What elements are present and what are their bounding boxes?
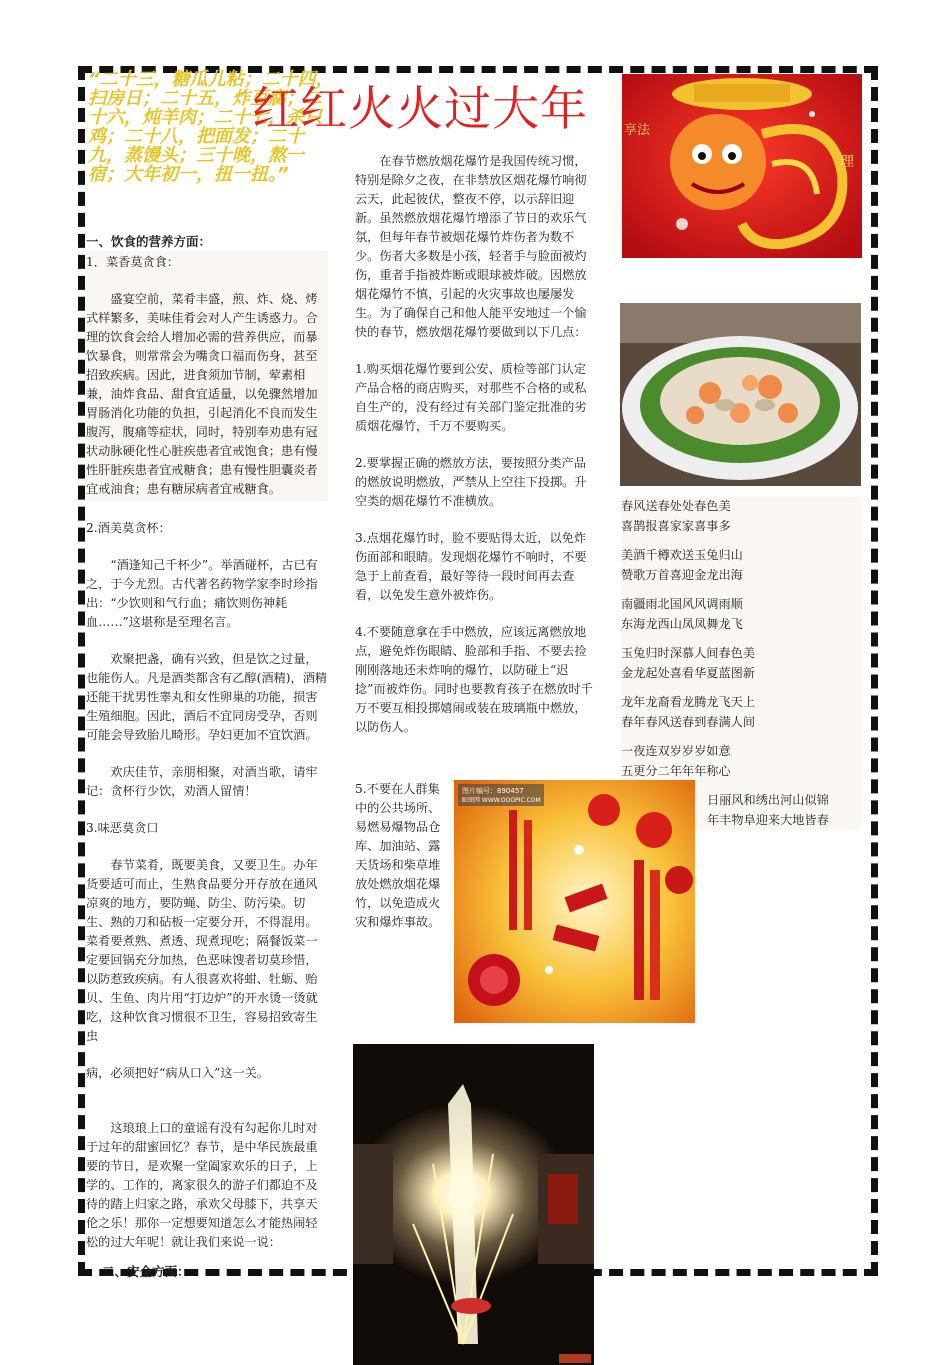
folk-rhyme: “二十三，糖瓜儿粘；二十四，扫房日；二十五，炸豆腐；二十六，炖羊肉；二十七，杀只鸡；二十八，把面发；二十九，蒸馒头；三十晚，熬一宿；大年初一，扭一扭。” [88,69,334,185]
night-fireworks-image [353,1044,594,1365]
safety-item-4: 4.不要随意拿在手中燃放，应该远离燃放地点，避免炸伤眼睛、脸部和手指、不要去捡刚刚落地还未炸响的爆竹，以防碰上“迟捻”而被炸伤。同时也要教育孩子在燃放时千万不要互相投掷嬉闹或装在玻璃瓶中燃放，以防伤人。 [355,625,593,734]
couplet: 玉兔归时深慕人间春色美 金龙起处喜看华夏蓝图新 [621,646,756,680]
couplet: 美酒千樽欢送玉兔归山 赞歌万首喜迎金龙出海 [621,548,743,582]
safety-intro: 在春节燃放烟花爆竹是我国传统习惯，特别是除夕之夜，在非禁放区烟花爆竹响彻云天，此起彼伏，整夜不停，以示辞旧迎新。虽然燃放烟花爆竹增添了节日的欢乐气氛，但每年春节被烟花爆竹炸伤者为数不少。伤者大多数是小孩，轻者手与脸面被灼伤，重者手指被炸断或眼球被炸破。因燃放烟花爆竹不慎，引起的火灾事故也屡屡发生。为了确保自己和他人能平安地过一个愉快的春节，燃放烟花爆竹要做到以下几点： [355,154,587,339]
couplet: 南疆雨北国风风调雨顺 东海龙西山凤凤舞龙飞 [621,597,743,631]
firecrackers-image [454,780,695,1023]
sub1-title: 1．菜香莫贪食： [86,255,180,269]
sub2-text3: 欢庆佳节，亲朋相聚，对酒当歌，请牢记：贪杯行少饮，劝酒人留情！ [86,765,318,798]
sub1-text: 盛宴空前，菜肴丰盛，煎、炸、烧、烤式样繁多，美味佳肴会对人产生诱惑力。合理的饮食会给人增加必需的营养供应，而暴饮暴食，则常常会为嘴贪口福而伤身，甚至招致疾病。因此，进食须加节制，荤素相兼，油炸食品、甜食宜适量，以免骤然增加胃肠消化功能的负担，引起消化不良而发生腹泻，腹痛等症状，同时，特别奉劝患有冠状动脉硬化性心脏疾患者宜戒饱食；患有慢性肝脏疾患者宜戒糖食；患有慢性胆囊炎者宜戒油食；患有糖尿病者宜戒糖食。 [86,292,318,496]
sub2-text2: 欢聚把盏，确有兴致，但是饮之过量，也能伤人。凡是酒类都含有乙醇(酒精)，酒精还能干扰男性睾丸和女性卵巢的功能，损害生殖细胞。因此，酒后不宜同房受孕，否则可能会导致胎儿畸形。孕妇更加不宜饮酒。 [86,652,328,742]
diet-text-box [86,251,328,501]
couplet: 一夜连双岁岁岁如意 五更分二年年年称心 [621,744,731,778]
safety-column [355,152,595,737]
god-label-2: 享法 [624,123,651,138]
watermark-line-1: 图片编号：890457 [462,787,524,795]
sub2-title: 2.酒美莫贪杯： [86,521,171,535]
safety-item-1: 1.购买烟花爆竹要到公安、质检等部门认定产品合格的商店购买，对那些不合格的或私自生产的，没有经过有关部门鉴定批准的劣质烟花爆竹，千万不要购买。 [355,362,587,433]
god-label: 理 [840,154,854,170]
section2-heading: 二、安全方面： [102,1264,190,1279]
sub3-text-end: 病，必须把好“病从口入”这一关。 [86,1066,270,1080]
safety-item-5: 5.不要在人群集中的公共场所、易燃易爆物品仓库、加油站、露天货场和柴草堆放处燃放烟花爆竹，以免造成火灾和爆炸事故。 [355,782,441,929]
couplet: 春风送春处处春色美 喜鹊报喜家家喜事多 [621,499,731,533]
sub3-text: 春节菜肴，既要美食，又要卫生。办年货要适可而止，生熟食品要分开存放在通风凉爽的地方，要防蝇、防尘、防污染。切生、熟的刀和砧板一定要分开，不得混用。菜肴要煮熟、煮透、现煮现吃；隔餐饭菜一定要回锅充分加热，色恶味馊者切莫珍惜，以防惹致疾病。有人很喜欢将蚶、牡蛎、贻贝、生鱼、肉片用“打边炉”的开水烫一烫就吃，这种饮食习惯很不卫生，容易招致寄生虫 [86,858,318,1043]
seafood-dish-image [620,303,861,486]
intro-text: 这琅琅上口的童谣有没有勾起你儿时对于过年的甜蜜回忆？春节，是中华民族最重要的节日，是欢聚一堂阖家欢乐的日子，上学的、工作的，离家很久的游子们都迫不及待的踏上归家之路，承欢父母膝下，共享天伦之乐！那你一定想要知道怎么才能热闹轻松的过大年呢！就让我们来说一说： [86,1121,318,1249]
safety-item-3: 3.点烟花爆竹时，脸不要贴得太近，以免炸伤面部和眼睛。发现烟花爆竹不响时，不要急于上前查看，最好等待一段时间再去查看，以免发生意外被炸伤。 [355,531,587,602]
sub2-text1: “酒逢知己千杯少”。举酒碰杯，古已有之，于今尤烈。古代著名药物学家李时珍指出：“少饮则和气行血；痛饮则伤神耗血……”这堪称是至理名言。 [86,558,318,629]
watermark-line-2: 昵图网 WWW.OOOPIC.COM [462,797,541,804]
god-of-wealth-image [622,74,862,258]
diet-column [86,232,328,1252]
couplet: 龙年龙裔看龙腾龙飞天上 春年春风送春到春满人间 [621,695,756,729]
safety-item-2: 2.要掌握正确的燃放方法，要按照分类产品的燃放说明燃放，严禁从上空往下投掷。升空类的烟花爆竹不准横放。 [355,456,587,508]
couplet: 日丽风和绣出河山似锦 年丰物阜迎来大地皆春 [707,793,829,827]
section1-heading: 一、饮食的营养方面： [86,234,212,249]
sub3-title: 3.味恶莫贪口 [86,821,159,835]
page-title: 红红火火过大年 [252,82,588,137]
